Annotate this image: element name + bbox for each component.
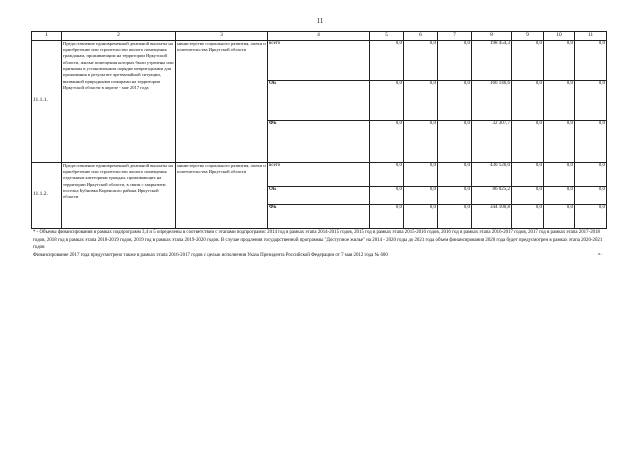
value-cell: 0,0 bbox=[438, 40, 472, 80]
value-cell: 344 100,8 bbox=[472, 204, 512, 228]
value-cell: 0,0 bbox=[512, 40, 544, 80]
closing-quote: ». bbox=[598, 252, 602, 257]
value-cell: 0,0 bbox=[370, 186, 404, 204]
executor: министерство социального развития, опеки и попечительства Иркутской области bbox=[176, 162, 268, 228]
col-header: 3 bbox=[176, 32, 268, 41]
value-cell: 430 126,0 bbox=[472, 162, 512, 186]
header-row bbox=[32, 32, 607, 41]
funding-source: всего bbox=[268, 40, 370, 80]
value-cell: 0,0 bbox=[544, 204, 575, 228]
footnote-stages: * - Объемы финансирования в рамках подпрограмм 3,4 и 5 определены в соответствии с этапами подпрограмм: 2014 год в рамках этапа 2014-2015 годов, 2015 год в рамках этапа 2015-2016 годов, 2016 год в рамках этапа 2016-2017 годов, 2017 год в рамках этапа 2017-2018 годов, 2018 год в рамках этапа 2018-2019 годов, 2019 год в рамках этапа 2019-2020 годов. В случае продления государственной программы "Доступное жилье" на 2014 - 2020 годы до 2021 года объем финансирования 2020 года будет предусмотрен в рамках этапа 2020-2021 годов bbox=[33, 230, 603, 251]
value-cell: 86 025,2 bbox=[472, 186, 512, 204]
value-cell: 0,0 bbox=[575, 80, 607, 120]
value-cell: 0,0 bbox=[544, 40, 575, 80]
value-cell: 0,0 bbox=[404, 162, 438, 186]
value-cell: 0,0 bbox=[370, 80, 404, 120]
funding-source: ОБ bbox=[268, 80, 370, 120]
value-cell: 198 454,3 bbox=[472, 40, 512, 80]
value-cell: 0,0 bbox=[438, 204, 472, 228]
value-cell: 0,0 bbox=[512, 162, 544, 186]
value-cell: 0,0 bbox=[404, 204, 438, 228]
col-header: 9 bbox=[512, 32, 544, 41]
col-header: 6 bbox=[404, 32, 438, 41]
value-cell: 0,0 bbox=[404, 120, 438, 162]
funding-source: ФБ bbox=[268, 120, 370, 162]
value-cell: 0,0 bbox=[370, 40, 404, 80]
row-number: 11.1.1. bbox=[32, 40, 62, 162]
footnote-decree: Финансирование 2017 года предусмотрено также в рамках этапа 2016-2017 годов с целью исполнения Указа Президента Российской Федерации от 7 мая 2012 года № 600 bbox=[33, 253, 388, 258]
value-cell: 32 307,7 bbox=[472, 120, 512, 162]
value-cell: 0,0 bbox=[512, 186, 544, 204]
value-cell: 0,0 bbox=[438, 120, 472, 162]
value-cell: 0,0 bbox=[404, 186, 438, 204]
value-cell: 0,0 bbox=[438, 162, 472, 186]
value-cell: 0,0 bbox=[544, 186, 575, 204]
table-row bbox=[32, 40, 607, 80]
col-header: 5 bbox=[370, 32, 404, 41]
value-cell: 0,0 bbox=[370, 204, 404, 228]
value-cell: 0,0 bbox=[404, 80, 438, 120]
value-cell: 0,0 bbox=[575, 186, 607, 204]
value-cell: 166 146,6 bbox=[472, 80, 512, 120]
value-cell: 0,0 bbox=[512, 80, 544, 120]
value-cell: 0,0 bbox=[404, 40, 438, 80]
col-header: 11 bbox=[575, 32, 607, 41]
value-cell: 0,0 bbox=[544, 80, 575, 120]
value-cell: 0,0 bbox=[438, 80, 472, 120]
page-number: 11 bbox=[316, 17, 324, 25]
financing-table bbox=[31, 31, 607, 229]
funding-source: ОБ bbox=[268, 186, 370, 204]
table-row bbox=[32, 162, 607, 186]
measure-description: Предоставление единовременной денежной выплаты на приобретение или строительство жилого помещения гражданам, проживающим на территории Иркутской области, жилые помещения которых были утрачены или признаны в установленном порядке непригодными для проживания в результате чрезвычайной ситуации, вызванной природными пожарами на территории Иркутской области в апреле - мае 2017 года bbox=[62, 40, 176, 162]
value-cell: 0,0 bbox=[438, 186, 472, 204]
funding-source: всего bbox=[268, 162, 370, 186]
value-cell: 0,0 bbox=[544, 120, 575, 162]
col-header: 10 bbox=[544, 32, 575, 41]
value-cell: 0,0 bbox=[544, 162, 575, 186]
value-cell: 0,0 bbox=[575, 40, 607, 80]
col-header: 7 bbox=[438, 32, 472, 41]
col-header: 1 bbox=[32, 32, 62, 41]
value-cell: 0,0 bbox=[370, 162, 404, 186]
col-header: 8 bbox=[472, 32, 512, 41]
col-header: 4 bbox=[268, 32, 370, 41]
funding-source: ФБ bbox=[268, 204, 370, 228]
value-cell: 0,0 bbox=[370, 120, 404, 162]
value-cell: 0,0 bbox=[575, 204, 607, 228]
col-header: 2 bbox=[62, 32, 176, 41]
value-cell: 0,0 bbox=[512, 204, 544, 228]
row-number: 11.1.2. bbox=[32, 162, 62, 228]
value-cell: 0,0 bbox=[575, 162, 607, 186]
value-cell: 0,0 bbox=[575, 120, 607, 162]
executor: министерство социального развития, опеки и попечительства Иркутской области bbox=[176, 40, 268, 162]
measure-description: Предоставление единовременной денежной выплаты на приобретение или строительство жилого помещения отдельным категориям граждан, проживающих на территории Иркутской области, в связи с закрытием поселка Бубновка Киренского района Иркутской области bbox=[62, 162, 176, 228]
value-cell: 0,0 bbox=[512, 120, 544, 162]
